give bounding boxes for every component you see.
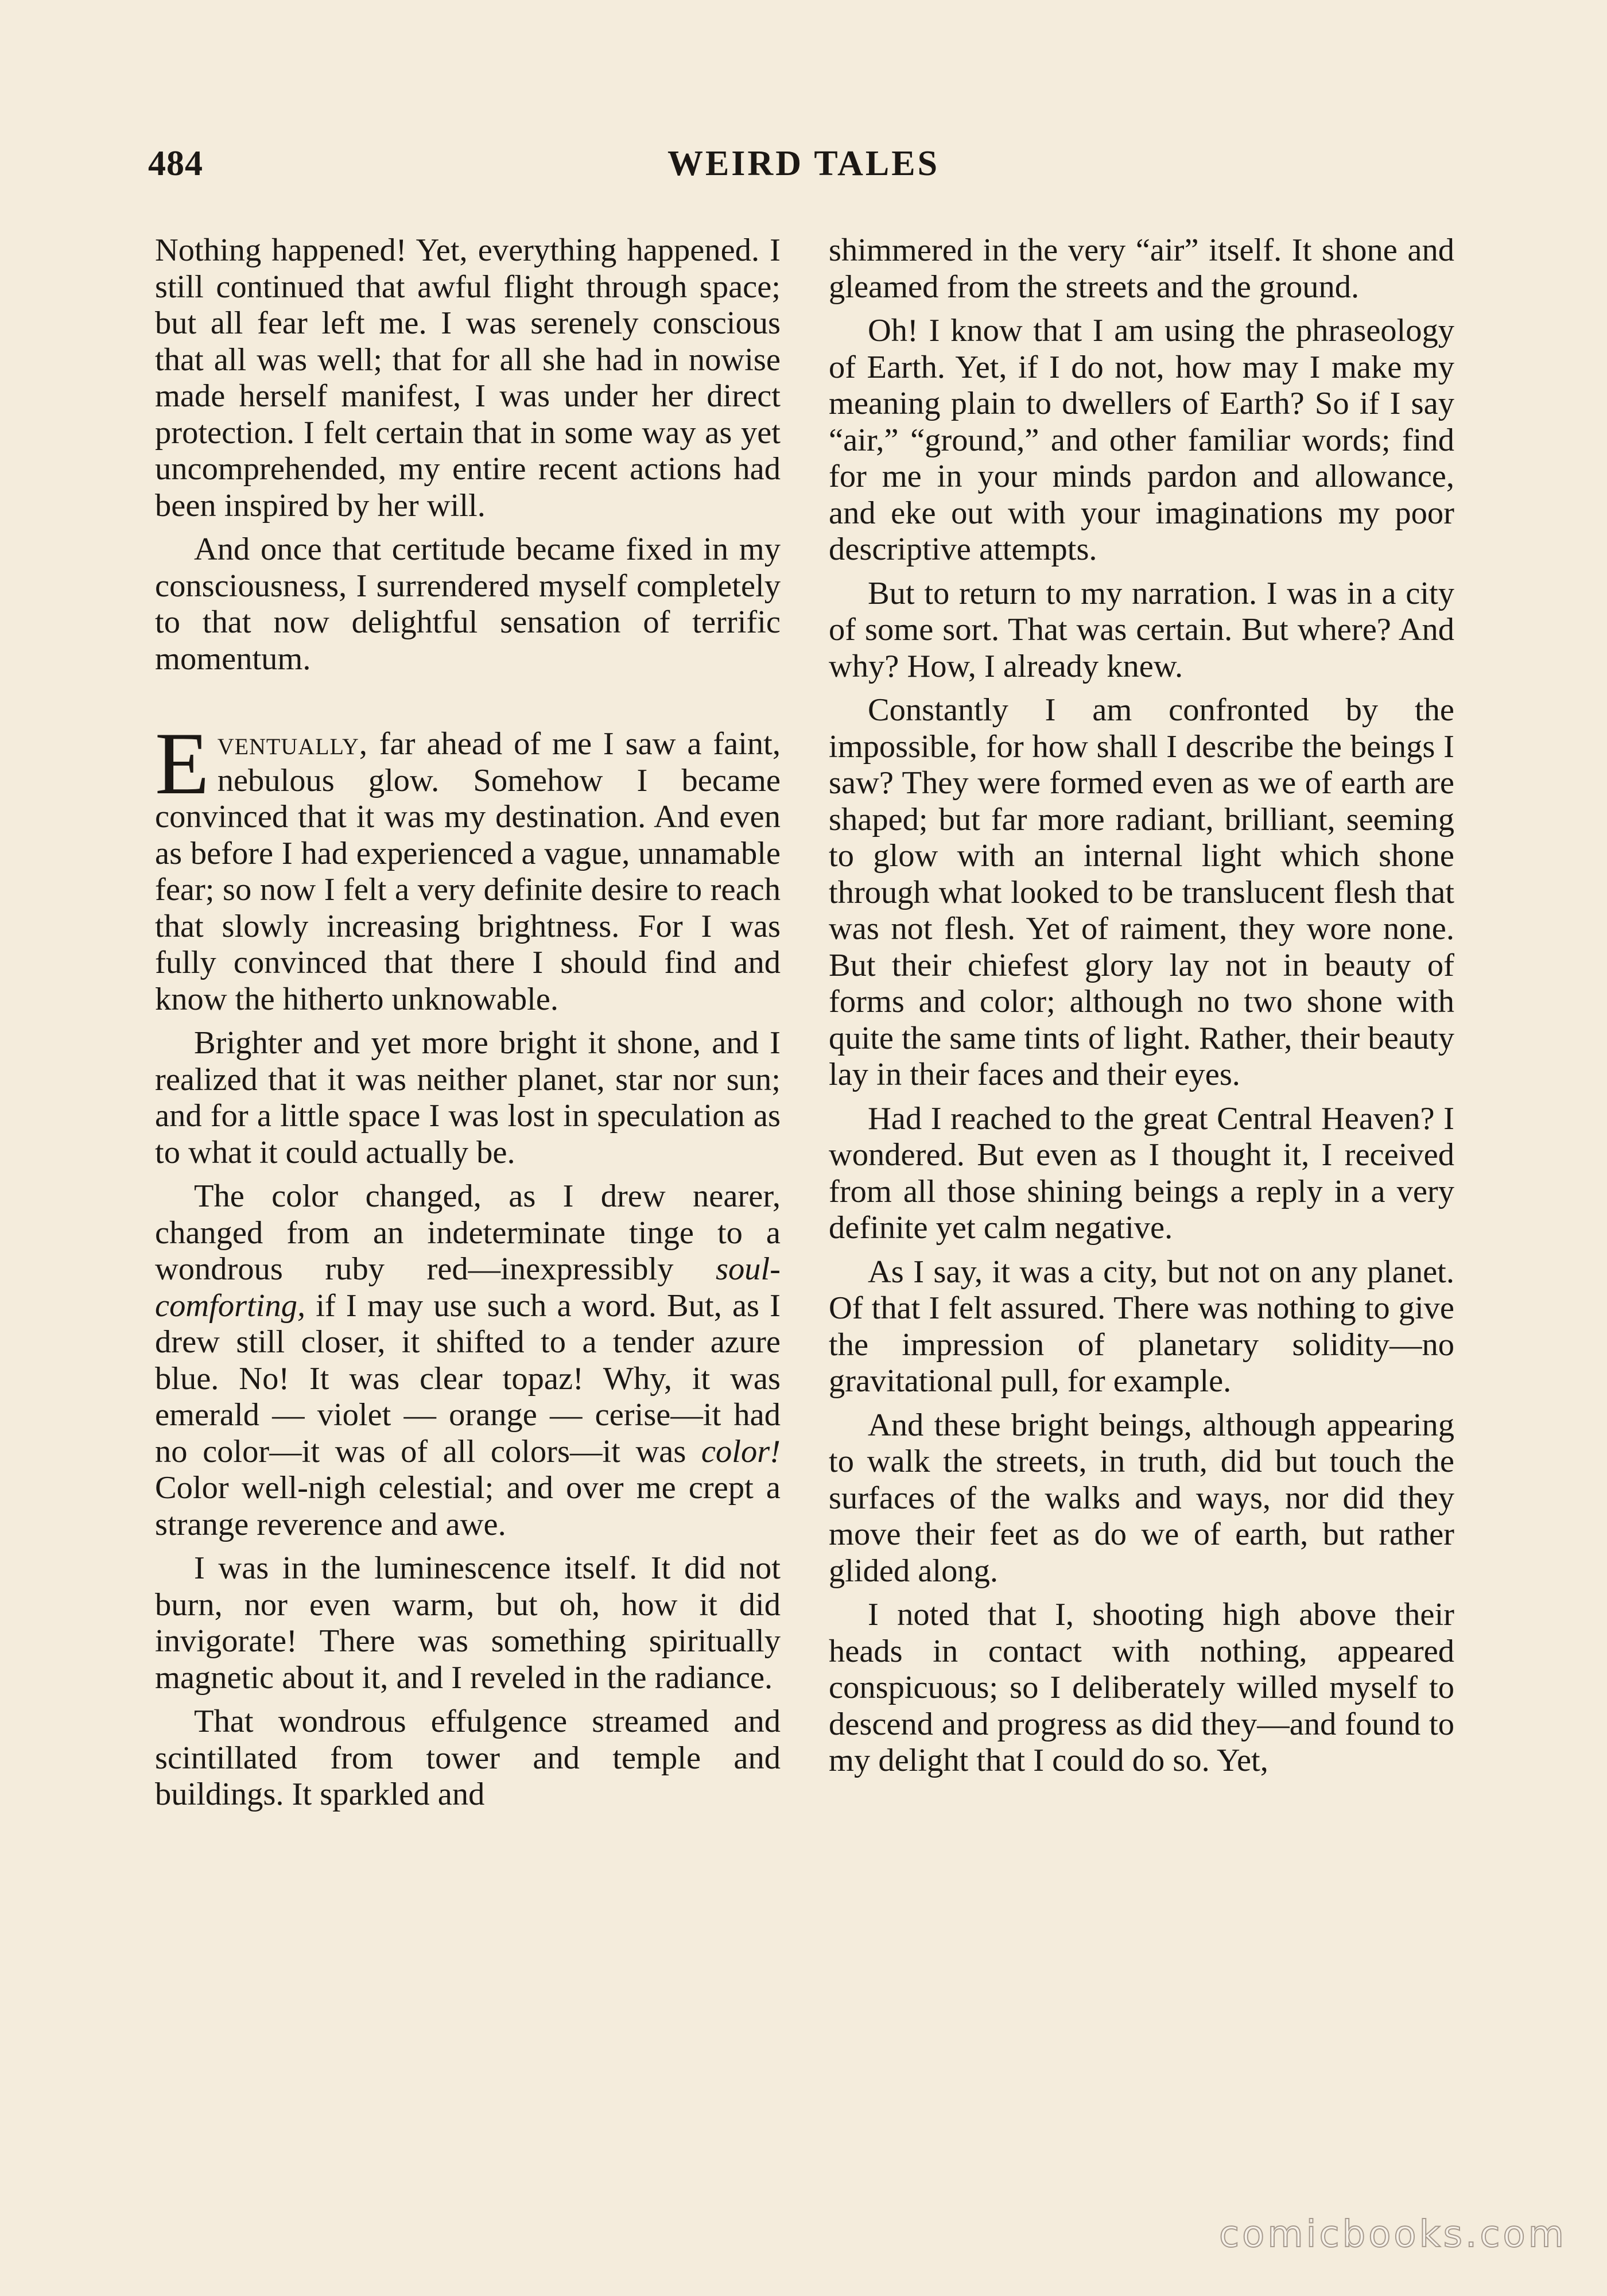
- paragraph-text: if I may use such a word. But, as I drew still closer, it shifted to a tender azure blue. No! It was clear topaz! Why, it was emerald — violet — orange — cerise—it had no color—it was of all colors—it was: [155, 1287, 781, 1469]
- watermark: comicbooks.com: [1218, 2213, 1567, 2256]
- drop-cap: E: [155, 714, 209, 813]
- paragraph: [155, 1178, 781, 1543]
- emphasis: soul-comforting,: [155, 1251, 781, 1324]
- paragraph: But to return to my narration. I was in a city of some sort. That was certain. But where? And why? How, I already knew.: [829, 575, 1454, 684]
- running-head: WEIRD TALES: [667, 144, 940, 183]
- paragraph: shimmered in the very “air” itself. It shone and gleamed from the streets and the ground.: [829, 232, 1454, 305]
- paragraph-text: far ahead of me I saw a faint, nebulous glow. Somehow I became convinced that it was my destination. And even as before I had experienced a vague, unnamable fear; so now I felt a very definite desire to reach that slowly increasing brightness. For I was fully convinced that there I should find and know the hitherto unknowable.: [155, 726, 781, 1017]
- paragraph: I was in the luminescence itself. It did not burn, nor even warm, but oh, how it did invigorate! There was something spiritually magnetic about it, and I reveled in the radiance.: [155, 1550, 781, 1696]
- page-number: 484: [148, 144, 203, 183]
- paragraph: Nothing happened! Yet, everything happened. I still continued that awful flight through space; but all fear left me. I was serenely conscious that all was well; that for all she had in nowise made herself manifest, I was under her direct protection. I felt certain that in some way as yet uncomprehended, my entire recent actions had been inspired by her will.: [155, 232, 781, 523]
- paragraph: Had I reached to the great Central Heaven? I wondered. But even as I thought it, I received from all those shining beings a reply in a very definite yet calm negative.: [829, 1100, 1454, 1246]
- paragraph-text: Color well-nigh celestial; and over me crept a strange reverence and awe.: [155, 1470, 781, 1542]
- left-column: [155, 232, 781, 1821]
- small-caps-lead: ventually,: [217, 726, 368, 762]
- paragraph: Oh! I know that I am using the phraseology of Earth. Yet, if I do not, how may I make my meaning plain to dwellers of Earth? So if I say “air,” “ground,” and other familiar words; find for me in your minds pardon and allowance, and eke out with your imaginations my poor descriptive attempts.: [829, 313, 1454, 567]
- emphasis: color!: [701, 1433, 781, 1469]
- right-column: [829, 232, 1454, 1787]
- paragraph: And these bright beings, although appearing to walk the streets, in truth, did but touch the surfaces of the walks and ways, nor did they move their feet as do we of earth, but rather glided along.: [829, 1407, 1454, 1589]
- paragraph: As I say, it was a city, but not on any planet. Of that I felt assured. There was nothing to give the impression of planetary solidity—no gravitational pull, for example.: [829, 1254, 1454, 1399]
- paragraph-text: The color changed, as I drew nearer, changed from an indeterminate tinge to a wondrous ruby red—inexpressibly: [155, 1178, 781, 1287]
- paragraph: That wondrous effulgence streamed and scintillated from tower and temple and buildings. It sparkled and: [155, 1704, 781, 1812]
- paragraph: Constantly I am confronted by the impossible, for how shall I describe the beings I saw? They were formed even as we of earth are shaped; but far more radiant, brilliant, seeming to glow with an internal light which shone through what looked to be translucent flesh that was not flesh. Yet of raiment, they wore none. But their chiefest glory lay not in beauty of forms and color; although no two shone with quite the same tints of light. Rather, their beauty lay in their faces and their eyes.: [829, 692, 1454, 1092]
- paragraph-dropcap: [155, 714, 781, 1018]
- paragraph: Brighter and yet more bright it shone, and I realized that it was neither planet, star nor sun; and for a little space I was lost in speculation as to what it could actually be.: [155, 1025, 781, 1170]
- paragraph: And once that certitude became fixed in my consciousness, I surrendered myself completely to that now delightful sensation of terrific momentum.: [155, 532, 781, 677]
- paragraph: I noted that I, shooting high above their heads in contact with nothing, appeared conspicuous; so I deliberately willed myself to descend and progress as did they—and found to my delight that I could do so. Yet,: [829, 1597, 1454, 1778]
